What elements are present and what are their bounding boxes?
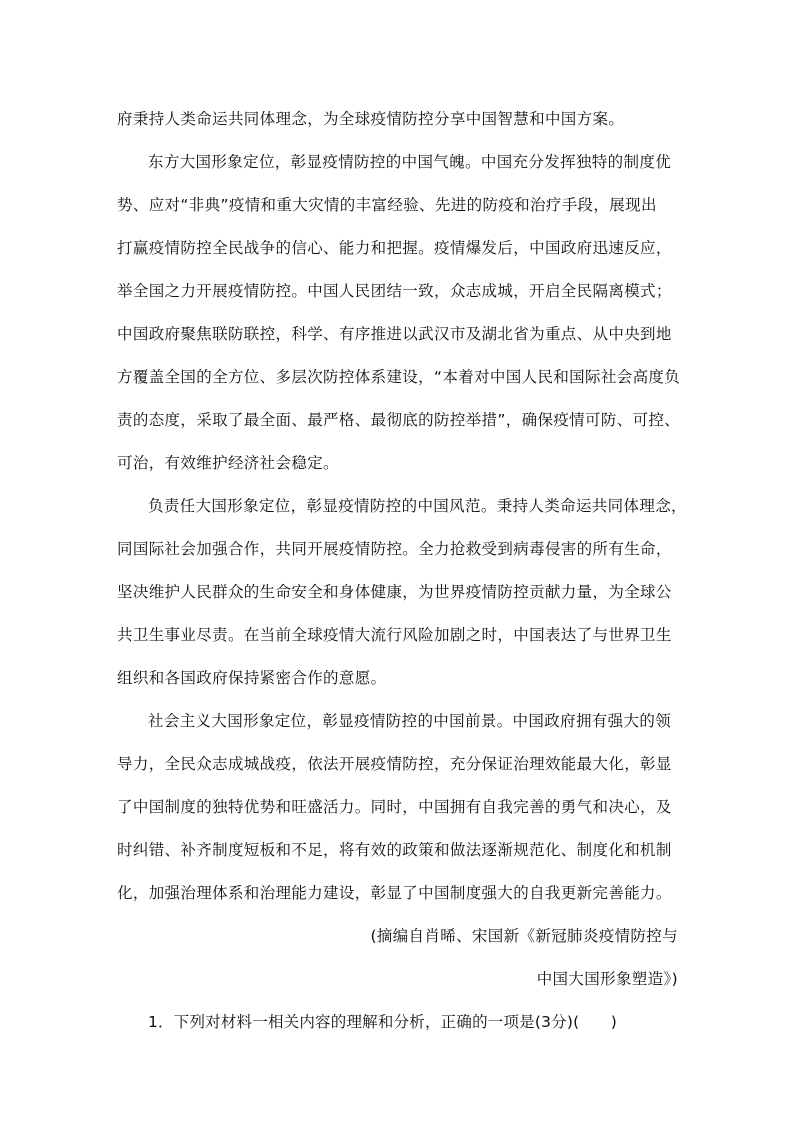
paragraph-line: 府秉持人类命运共同体理念，为全球疫情防控分享中国智慧和中国方案。 xyxy=(117,110,625,128)
paragraph-line: 导力，全民众志成城战疫，依法开展疫情防控，充分保证治理效能最大化，彰显 xyxy=(117,755,672,773)
source-citation-continued: 中国大国形象塑造》) xyxy=(536,970,678,988)
paragraph-line: 共卫生事业尽责。在当前全球疫情大流行风险加剧之时，中国表达了与世界卫生 xyxy=(117,626,672,644)
paragraph-line: 同国际社会加强合作，共同开展疫情防控。全力抢救受到病毒侵害的所有生命， xyxy=(117,540,672,558)
paragraph-line: 打赢疫情防控全民战争的信心、能力和把握。疫情爆发后，中国政府迅速反应， xyxy=(117,239,672,257)
paragraph-line: 可治，有效维护经济社会稳定。 xyxy=(117,454,339,472)
paragraph-line: 举全国之力开展疫情防控。中国人民团结一致，众志成城，开启全民隔离模式； xyxy=(117,282,672,300)
source-citation: (摘编自肖晞、宋国新《新冠肺炎疫情防控与 xyxy=(370,927,678,945)
paragraph-line: 了中国制度的独特优势和旺盛活力。同时，中国拥有自我完善的勇气和决心，及 xyxy=(117,798,672,816)
question-stem: 1．下列对材料一相关内容的理解和分析，正确的一项是(3分)( ) xyxy=(148,1013,618,1031)
paragraph-line: 中国政府聚焦联防联控，科学、有序推进以武汉市及湖北省为重点、从中央到地 xyxy=(117,325,672,343)
paragraph-line: 势、应对“非典”疫情和重大灾情的丰富经验、先进的防疫和治疗手段，展现出 xyxy=(117,196,657,214)
paragraph-line: 组织和各国政府保持紧密合作的意愿。 xyxy=(117,669,387,687)
paragraph-line: 化，加强治理体系和治理能力建设，彰显了中国制度强大的自我更新完善能力。 xyxy=(117,884,672,902)
paragraph-line: 社会主义大国形象定位，彰显疫情防控的中国前景。中国政府拥有强大的领 xyxy=(148,712,672,730)
paragraph-line: 东方大国形象定位，彰显疫情防控的中国气魄。中国充分发挥独特的制度优 xyxy=(148,153,672,171)
paragraph-line: 方覆盖全国的全方位、多层次防控体系建设，“本着对中国人民和国际社会高度负 xyxy=(117,368,681,386)
paragraph-line: 责的态度，采取了最全面、最严格、最彻底的防控举措”，确保疫情可防、可控、 xyxy=(117,411,681,429)
paragraph-line: 负责任大国形象定位，彰显疫情防控的中国风范。秉持人类命运共同体理念， xyxy=(148,497,687,515)
paragraph-line: 坚决维护人民群众的生命安全和身体健康，为世界疫情防控贡献力量，为全球公 xyxy=(117,583,672,601)
paragraph-line: 时纠错、补齐制度短板和不足，将有效的政策和做法逐渐规范化、制度化和机制 xyxy=(117,841,672,859)
